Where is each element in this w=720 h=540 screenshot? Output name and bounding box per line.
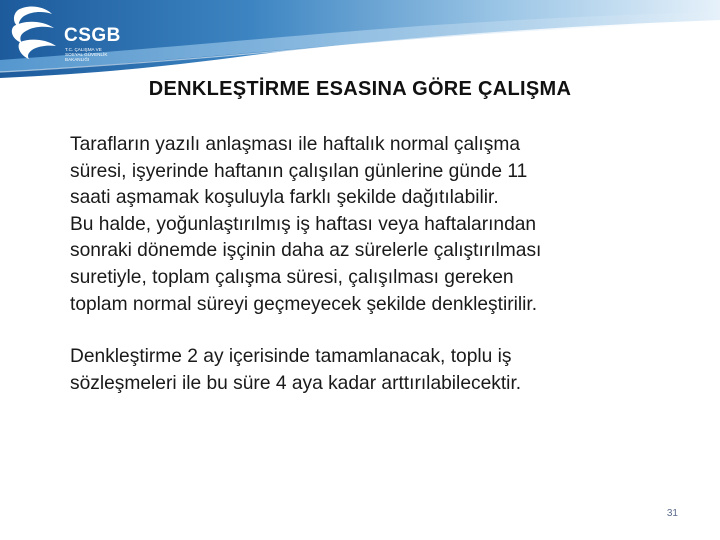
logo-subtitle-line: SOSYAL GÜVENLİK (65, 52, 108, 57)
paragraph-line: sonraki dönemde işçinin daha az sürelerle çalıştırılması (70, 240, 542, 262)
csgb-logo (4, 4, 124, 64)
paragraph-line: suretiyle, toplam çalışma süresi, çalışılması gereken (70, 266, 514, 288)
paragraph-line: Denkleştirme 2 ay içerisinde tamamlanacak, toplu iş (70, 346, 512, 368)
paragraph-line: saati aşmamak koşuluyla farklı şekilde dağıtılabilir. (70, 187, 499, 209)
slide-title: DENKLEŞTİRME ESASINA GÖRE ÇALIŞMA (148, 78, 572, 100)
paragraph-line: Tarafların yazılı anlaşması ile haftalık normal çalışma (70, 134, 521, 155)
logo-text: CSGB (64, 25, 121, 46)
page-number: 31 (666, 508, 678, 519)
logo-subtitle-line: BAKANLIĞI (65, 57, 90, 62)
logo-subtitle (65, 47, 135, 62)
paragraph-line: süresi, işyerinde haftanın çalışılan günlerine günde 11 (70, 160, 528, 182)
paragraph-spacer (70, 318, 680, 344)
paragraph-line: toplam normal süreyi geçmeyecek şekilde denkleştirilir. (70, 293, 538, 315)
csgb-logo-mark-icon (4, 4, 66, 60)
paragraph-line: sözleşmeleri ile bu süre 4 aya kadar arttırılabilecektir. (70, 372, 522, 394)
paragraph-line: Bu halde, yoğunlaştırılmış iş haftası veya haftalarından (70, 213, 537, 235)
body-text (70, 132, 680, 397)
logo-subtitle-line: T.C. ÇALIŞMA VE (65, 47, 102, 52)
